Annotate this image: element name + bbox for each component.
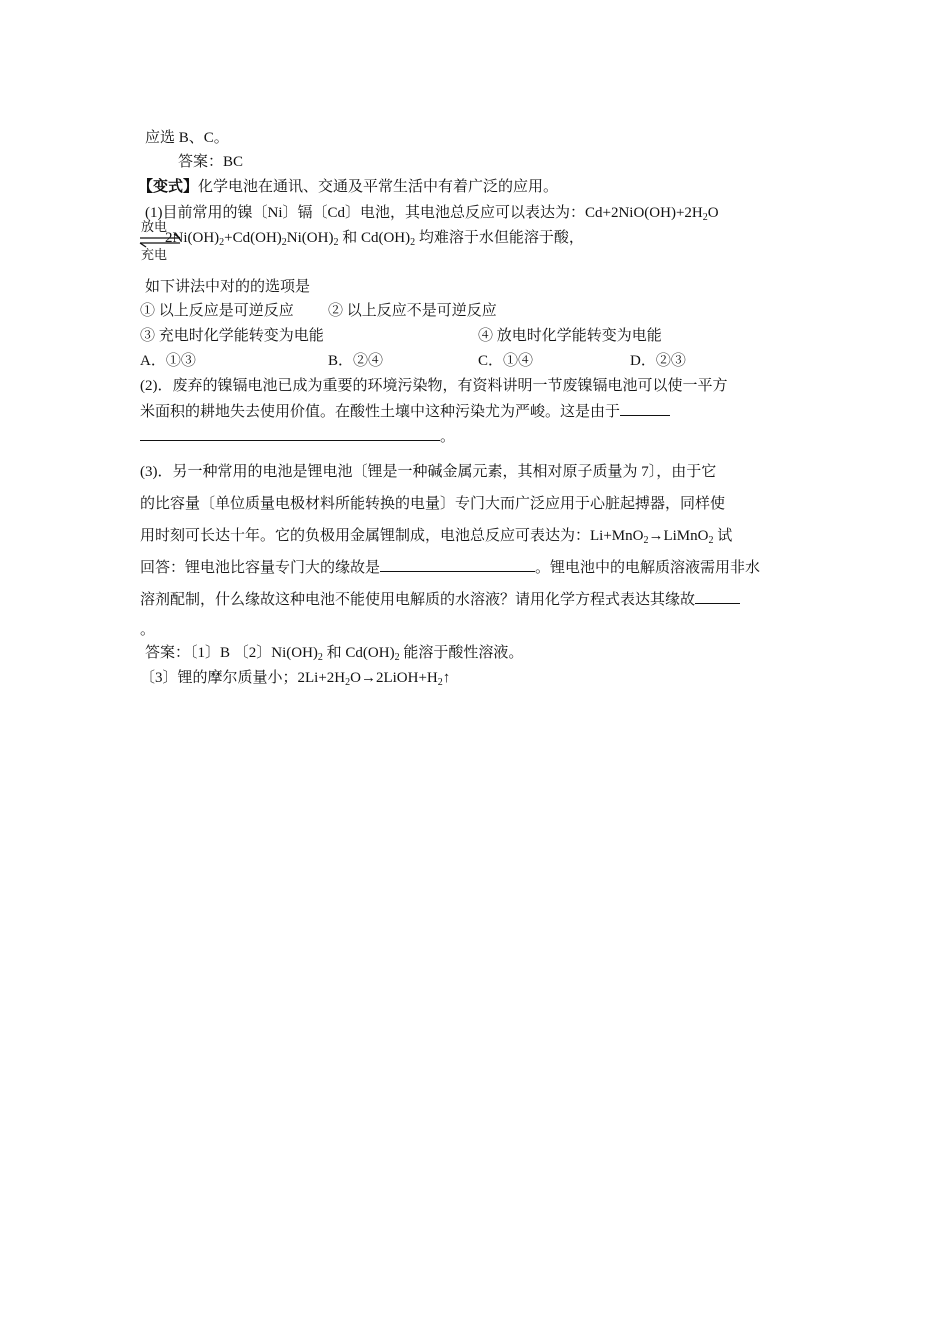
statement-3: ③ 充电时化学能转变为电能 — [140, 328, 324, 344]
q2-line-3 — [140, 426, 455, 447]
q2-line-2-text: 米面积的耕地失去使用价值。在酸性土壤中这种污染尤为严峻。这是由于 — [140, 404, 621, 420]
answer-text: 〔3〕锂的摩尔质量小；2Li+2H — [140, 670, 346, 686]
answer-text: 能溶于酸性溶液。 — [399, 645, 524, 661]
q3-line-5 — [140, 589, 740, 610]
q3-line-4-text: 回答：锂电池比容量专门大的缘故是 — [140, 560, 381, 576]
answer-text: 和 Cd(OH) — [322, 645, 395, 661]
answer-text: O→2LiOH+H — [350, 670, 438, 686]
q1-stem-text: (1)目前常用的镍〔Ni〕镉〔Cd〕电池，其电池总反应可以表达为：Cd+2NiO(OH)+2H — [145, 205, 703, 221]
q3-line-4-text: 。锂电池中的电解质溶液需用非水 — [535, 560, 761, 576]
variant-tag: 【变式】 — [138, 179, 199, 195]
subscript: 2 — [702, 212, 708, 223]
answer-blank[interactable] — [620, 401, 670, 416]
option-d: D．②③ — [630, 353, 686, 369]
subscript: 2 — [643, 535, 649, 546]
answer-text: 答案：〔1〕B 〔2〕Ni(OH) — [145, 645, 318, 661]
q1-prompt: 如下讲法中对的的选项是 — [145, 279, 311, 295]
q3-line-6: 。 — [140, 622, 156, 638]
q3-line-3-text: 用时刻可长达十年。它的负极用金属锂制成，电池总反应可表达为：Li+MnO — [140, 528, 644, 544]
product-text: 和 Cd(OH) — [338, 230, 411, 246]
option-a: A．①③ — [140, 353, 196, 369]
subscript: 2 — [410, 237, 416, 248]
arrow-label-charge: 充电 — [141, 247, 168, 262]
subscript: 2 — [708, 535, 714, 546]
subscript: 2 — [394, 652, 400, 663]
subscript: 2 — [437, 677, 443, 688]
option-c: C．①④ — [478, 353, 534, 369]
arrow-label-discharge: 放电 — [141, 219, 168, 234]
subscript: 2 — [333, 237, 339, 248]
q3-line-1: (3)．另一种常用的电池是锂电池〔锂是一种碱金属元素，其相对原子质量为 7〕，由于它 — [140, 464, 717, 480]
statement-4: ④ 放电时化学能转变为电能 — [478, 328, 662, 344]
q1-products — [165, 228, 584, 248]
q2-line-1: (2)．废弃的镍镉电池已成为重要的环境污染物，有资料讲明一节废镍镉电池可以使一平方 — [140, 378, 728, 394]
subscript: 2 — [219, 237, 225, 248]
q3-line-4 — [140, 557, 760, 578]
q3-line-2: 的比容量〔单位质量电极材料所能转换的电量〕专门大而广泛应用于心脏起搏器，同样使 — [140, 496, 726, 512]
prev-answer-key: 答案：BC — [178, 154, 244, 170]
subscript: 2 — [281, 237, 287, 248]
prev-answer-line: 应选 B、C。 — [145, 130, 229, 146]
answer-line-1 — [145, 643, 523, 663]
statement-2: ② 以上反应不是可逆反应 — [328, 303, 497, 319]
q3-line-3-text: →LiMnO — [648, 528, 709, 544]
q3-line-5-text: 溶剂配制，什么缘故这种电池不能使用电解质的水溶液？请用化学方程式表达其缘故 — [140, 592, 696, 608]
q2-period: 。 — [440, 429, 456, 445]
product-text: 均难溶于水但能溶于酸， — [415, 230, 584, 246]
option-b: B．②④ — [328, 353, 384, 369]
variant-intro-text: 化学电池在通讯、交通及平常生活中有着广泛的应用。 — [198, 179, 559, 195]
answer-blank[interactable] — [695, 589, 740, 604]
product-text: Ni(OH) — [286, 230, 334, 246]
q3-line-3 — [140, 526, 732, 546]
q1-stem-tail: O — [707, 205, 719, 221]
answer-text: ↑ — [442, 670, 451, 686]
subscript: 2 — [317, 652, 323, 663]
product-text: +Cd(OH) — [224, 230, 282, 246]
answer-blank[interactable] — [380, 557, 535, 572]
q3-line-3-text: 试 — [713, 528, 733, 544]
q1-stem — [145, 203, 719, 223]
answer-line-2 — [140, 668, 450, 688]
q2-line-2 — [140, 401, 670, 422]
variant-intro — [138, 177, 558, 197]
product-text: 2Ni(OH) — [165, 230, 220, 246]
statement-1: ① 以上反应是可逆反应 — [140, 303, 294, 319]
subscript: 2 — [345, 677, 351, 688]
answer-blank[interactable] — [140, 426, 440, 441]
